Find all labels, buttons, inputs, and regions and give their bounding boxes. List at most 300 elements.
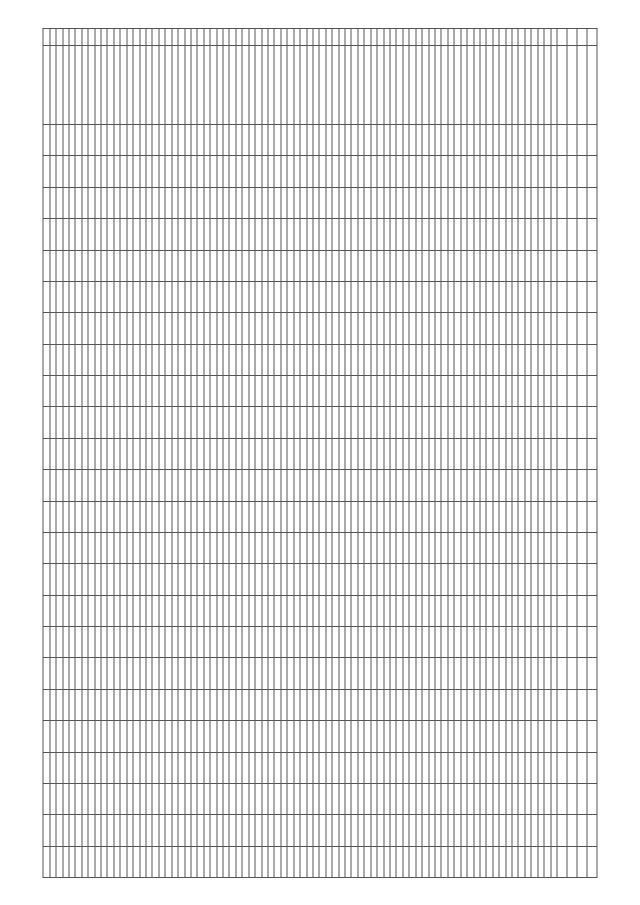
table-cell	[242, 28, 248, 45]
table-cell	[467, 532, 473, 563]
table-cell	[114, 814, 120, 845]
table-cell	[217, 626, 223, 657]
table-cell	[371, 469, 377, 500]
table-row	[326, 28, 332, 877]
table-cell	[191, 187, 197, 218]
table-cell	[403, 124, 409, 155]
table-cell	[101, 846, 107, 877]
table-cell	[274, 45, 280, 124]
table-cell	[441, 720, 447, 751]
table-cell	[332, 689, 338, 720]
table-cell	[262, 689, 268, 720]
table-cell	[217, 218, 223, 249]
table-cell	[262, 155, 268, 186]
table-cell	[56, 406, 62, 437]
table-cell	[326, 814, 332, 845]
table-cell	[127, 218, 133, 249]
table-cell	[493, 312, 499, 343]
table-cell	[101, 595, 107, 626]
table-cell	[345, 250, 351, 281]
table-cell	[95, 250, 101, 281]
table-cell	[63, 45, 69, 124]
table-cell	[262, 281, 268, 312]
table-cell	[152, 752, 158, 783]
table-cell	[50, 689, 56, 720]
table-cell	[95, 783, 101, 814]
table-cell	[384, 155, 390, 186]
table-cell	[204, 501, 210, 532]
table-cell	[63, 689, 69, 720]
table-cell	[146, 752, 152, 783]
table-cell	[210, 406, 216, 437]
table-cell	[82, 312, 88, 343]
table-cell	[229, 783, 235, 814]
table-cell	[396, 250, 402, 281]
table-cell	[197, 501, 203, 532]
table-cell	[287, 344, 293, 375]
table-cell	[506, 563, 512, 594]
table-cell	[551, 187, 557, 218]
table-cell	[217, 155, 223, 186]
table-cell	[493, 375, 499, 406]
table-cell	[474, 406, 480, 437]
table-cell	[525, 689, 531, 720]
table-cell	[43, 657, 50, 688]
table-cell	[287, 312, 293, 343]
table-cell	[512, 406, 518, 437]
table-cell	[332, 250, 338, 281]
table-cell	[50, 375, 56, 406]
table-cell	[467, 846, 473, 877]
table-cell	[242, 846, 248, 877]
table-cell	[390, 375, 396, 406]
table-row	[358, 28, 364, 877]
table-cell	[95, 752, 101, 783]
table-cell	[499, 752, 505, 783]
table-cell	[159, 155, 165, 186]
table-cell	[178, 563, 184, 594]
table-cell	[319, 689, 325, 720]
table-cell	[56, 469, 62, 500]
table-cell	[127, 563, 133, 594]
table-cell	[448, 281, 454, 312]
table-cell	[512, 752, 518, 783]
table-cell	[178, 406, 184, 437]
table-cell	[422, 375, 428, 406]
table-cell	[75, 155, 81, 186]
table-cell	[544, 375, 550, 406]
table-cell	[127, 532, 133, 563]
table-cell	[544, 846, 550, 877]
table-cell	[63, 312, 69, 343]
table-cell	[178, 281, 184, 312]
table-cell	[352, 187, 358, 218]
table-cell	[557, 657, 567, 688]
table-cell	[384, 846, 390, 877]
table-row	[384, 28, 390, 877]
table-row	[133, 28, 139, 877]
table-cell	[204, 532, 210, 563]
table-cell	[518, 406, 524, 437]
table-cell	[518, 783, 524, 814]
table-cell	[480, 45, 486, 124]
table-cell	[63, 124, 69, 155]
table-cell	[358, 689, 364, 720]
table-cell	[429, 281, 435, 312]
table-cell	[319, 250, 325, 281]
table-cell	[486, 752, 492, 783]
table-cell	[429, 846, 435, 877]
table-cell	[512, 626, 518, 657]
table-cell	[75, 783, 81, 814]
table-cell	[287, 532, 293, 563]
table-cell	[551, 250, 557, 281]
header-row	[587, 28, 597, 877]
table-row	[474, 28, 480, 877]
table-cell	[441, 783, 447, 814]
table-cell	[435, 846, 441, 877]
table-cell	[518, 720, 524, 751]
table-cell	[499, 375, 505, 406]
table-cell	[467, 187, 473, 218]
table-cell	[133, 312, 139, 343]
table-cell	[107, 312, 113, 343]
table-cell	[352, 595, 358, 626]
table-cell	[474, 218, 480, 249]
table-cell	[133, 344, 139, 375]
table-cell	[474, 657, 480, 688]
table-cell	[326, 406, 332, 437]
table-cell	[396, 846, 402, 877]
table-row	[448, 28, 454, 877]
table-cell	[429, 187, 435, 218]
table-cell	[274, 406, 280, 437]
table-cell	[525, 45, 531, 124]
table-cell	[294, 752, 300, 783]
table-cell	[358, 312, 364, 343]
table-cell	[429, 501, 435, 532]
table-cell	[133, 281, 139, 312]
table-cell	[140, 469, 146, 500]
table-cell	[159, 657, 165, 688]
table-cell	[281, 626, 287, 657]
table-cell	[441, 250, 447, 281]
table-cell	[371, 218, 377, 249]
table-cell	[422, 406, 428, 437]
table-cell	[274, 281, 280, 312]
table-cell	[249, 218, 255, 249]
table-cell	[107, 752, 113, 783]
table-cell	[396, 406, 402, 437]
table-cell	[587, 375, 597, 406]
table-cell	[538, 532, 544, 563]
table-cell	[358, 657, 364, 688]
table-cell	[204, 626, 210, 657]
table-cell	[461, 657, 467, 688]
table-cell	[300, 406, 306, 437]
table-cell	[88, 783, 94, 814]
table-row	[416, 28, 422, 877]
table-cell	[82, 344, 88, 375]
table-cell	[390, 501, 396, 532]
table-cell	[403, 532, 409, 563]
table-cell	[319, 375, 325, 406]
table-cell	[127, 595, 133, 626]
table-cell	[409, 689, 415, 720]
table-cell	[191, 218, 197, 249]
table-cell	[441, 344, 447, 375]
table-cell	[114, 532, 120, 563]
table-cell	[172, 218, 178, 249]
table-cell	[50, 814, 56, 845]
table-cell	[390, 752, 396, 783]
table-cell	[525, 814, 531, 845]
table-cell	[474, 814, 480, 845]
table-cell	[165, 344, 171, 375]
table-cell	[146, 595, 152, 626]
table-cell	[551, 814, 557, 845]
table-cell	[409, 626, 415, 657]
table-cell	[486, 45, 492, 124]
table-cell	[544, 28, 550, 45]
table-cell	[262, 312, 268, 343]
table-cell	[50, 720, 56, 751]
table-cell	[557, 501, 567, 532]
table-cell	[120, 187, 126, 218]
table-cell	[127, 187, 133, 218]
table-cell	[82, 532, 88, 563]
table-row	[120, 28, 126, 877]
table-cell	[43, 752, 50, 783]
table-cell	[467, 375, 473, 406]
table-cell	[441, 563, 447, 594]
table-cell	[577, 657, 587, 688]
table-cell	[107, 406, 113, 437]
table-cell	[191, 783, 197, 814]
table-cell	[101, 563, 107, 594]
table-cell	[313, 532, 319, 563]
table-cell	[294, 344, 300, 375]
table-cell	[255, 45, 261, 124]
table-cell	[255, 657, 261, 688]
table-cell	[587, 657, 597, 688]
table-cell	[172, 783, 178, 814]
table-cell	[229, 532, 235, 563]
table-cell	[313, 563, 319, 594]
table-cell	[114, 250, 120, 281]
table-cell	[409, 438, 415, 469]
table-cell	[242, 814, 248, 845]
table-cell	[69, 814, 75, 845]
table-cell	[165, 218, 171, 249]
header-row	[557, 28, 567, 877]
table-cell	[512, 438, 518, 469]
table-cell	[217, 45, 223, 124]
table-cell	[172, 814, 178, 845]
table-cell	[281, 406, 287, 437]
table-cell	[364, 218, 370, 249]
table-cell	[377, 28, 383, 45]
table-cell	[364, 752, 370, 783]
table-cell	[358, 187, 364, 218]
table-cell	[313, 814, 319, 845]
table-cell	[229, 563, 235, 594]
table-cell	[587, 187, 597, 218]
table-cell	[319, 532, 325, 563]
table-cell	[557, 344, 567, 375]
table-body	[43, 28, 557, 877]
table-cell	[197, 45, 203, 124]
table-cell	[390, 846, 396, 877]
table-cell	[416, 281, 422, 312]
table-cell	[441, 469, 447, 500]
table-cell	[101, 501, 107, 532]
table-cell	[210, 501, 216, 532]
table-cell	[185, 626, 191, 657]
table-cell	[281, 532, 287, 563]
table-cell	[480, 281, 486, 312]
table-cell	[403, 657, 409, 688]
table-cell	[587, 846, 597, 877]
table-cell	[236, 846, 242, 877]
table-cell	[557, 563, 567, 594]
table-cell	[300, 657, 306, 688]
table-cell	[88, 312, 94, 343]
table-cell	[43, 375, 50, 406]
table-cell	[467, 344, 473, 375]
table-cell	[127, 406, 133, 437]
table-cell	[377, 563, 383, 594]
table-cell	[146, 281, 152, 312]
table-cell	[474, 187, 480, 218]
table-cell	[352, 375, 358, 406]
table-cell	[294, 469, 300, 500]
table-cell	[185, 532, 191, 563]
table-cell	[178, 344, 184, 375]
table-cell	[287, 281, 293, 312]
table-cell	[274, 438, 280, 469]
table-cell	[268, 783, 274, 814]
table-cell	[403, 28, 409, 45]
table-cell	[544, 563, 550, 594]
table-cell	[88, 563, 94, 594]
table-cell	[185, 406, 191, 437]
table-cell	[518, 846, 524, 877]
table-cell	[274, 344, 280, 375]
table-cell	[486, 218, 492, 249]
table-cell	[544, 469, 550, 500]
table-cell	[441, 752, 447, 783]
table-cell	[371, 438, 377, 469]
table-cell	[422, 595, 428, 626]
table-cell	[480, 28, 486, 45]
table-cell	[50, 155, 56, 186]
table-cell	[326, 45, 332, 124]
table-cell	[448, 438, 454, 469]
table-cell	[69, 375, 75, 406]
table-cell	[567, 45, 577, 124]
table-cell	[313, 846, 319, 877]
table-cell	[146, 783, 152, 814]
table-cell	[249, 752, 255, 783]
table-cell	[242, 657, 248, 688]
table-cell	[127, 281, 133, 312]
table-cell	[127, 438, 133, 469]
table-cell	[467, 312, 473, 343]
table-cell	[441, 657, 447, 688]
table-cell	[274, 375, 280, 406]
table-cell	[435, 657, 441, 688]
table-cell	[544, 814, 550, 845]
table-cell	[114, 689, 120, 720]
table-cell	[88, 281, 94, 312]
table-cell	[313, 626, 319, 657]
table-cell	[396, 218, 402, 249]
table-cell	[416, 344, 422, 375]
table-cell	[69, 155, 75, 186]
table-cell	[396, 689, 402, 720]
table-cell	[377, 406, 383, 437]
table-cell	[403, 281, 409, 312]
table-cell	[544, 626, 550, 657]
table-cell	[587, 45, 597, 124]
table-cell	[345, 720, 351, 751]
table-cell	[486, 250, 492, 281]
table-cell	[204, 250, 210, 281]
table-cell	[191, 595, 197, 626]
table-cell	[448, 595, 454, 626]
table-row	[172, 28, 178, 877]
table-cell	[557, 45, 567, 124]
table-cell	[531, 155, 537, 186]
table-cell	[127, 312, 133, 343]
table-cell	[531, 124, 537, 155]
table-cell	[506, 532, 512, 563]
table-cell	[255, 689, 261, 720]
table-cell	[204, 720, 210, 751]
table-cell	[474, 28, 480, 45]
table-cell	[493, 814, 499, 845]
table-cell	[377, 45, 383, 124]
table-cell	[172, 846, 178, 877]
table-cell	[178, 469, 184, 500]
table-cell	[422, 563, 428, 594]
table-cell	[287, 657, 293, 688]
table-cell	[577, 814, 587, 845]
table-cell	[217, 752, 223, 783]
table-cell	[217, 469, 223, 500]
table-cell	[441, 595, 447, 626]
table-cell	[287, 406, 293, 437]
table-cell	[358, 846, 364, 877]
table-cell	[287, 469, 293, 500]
table-cell	[281, 438, 287, 469]
table-cell	[120, 814, 126, 845]
table-cell	[281, 187, 287, 218]
table-cell	[75, 28, 81, 45]
table-cell	[319, 657, 325, 688]
table-cell	[493, 657, 499, 688]
table-cell	[506, 124, 512, 155]
table-cell	[95, 45, 101, 124]
table-cell	[332, 595, 338, 626]
table-cell	[114, 469, 120, 500]
table-cell	[120, 752, 126, 783]
table-cell	[531, 375, 537, 406]
table-cell	[461, 720, 467, 751]
table-cell	[429, 532, 435, 563]
table-cell	[403, 375, 409, 406]
